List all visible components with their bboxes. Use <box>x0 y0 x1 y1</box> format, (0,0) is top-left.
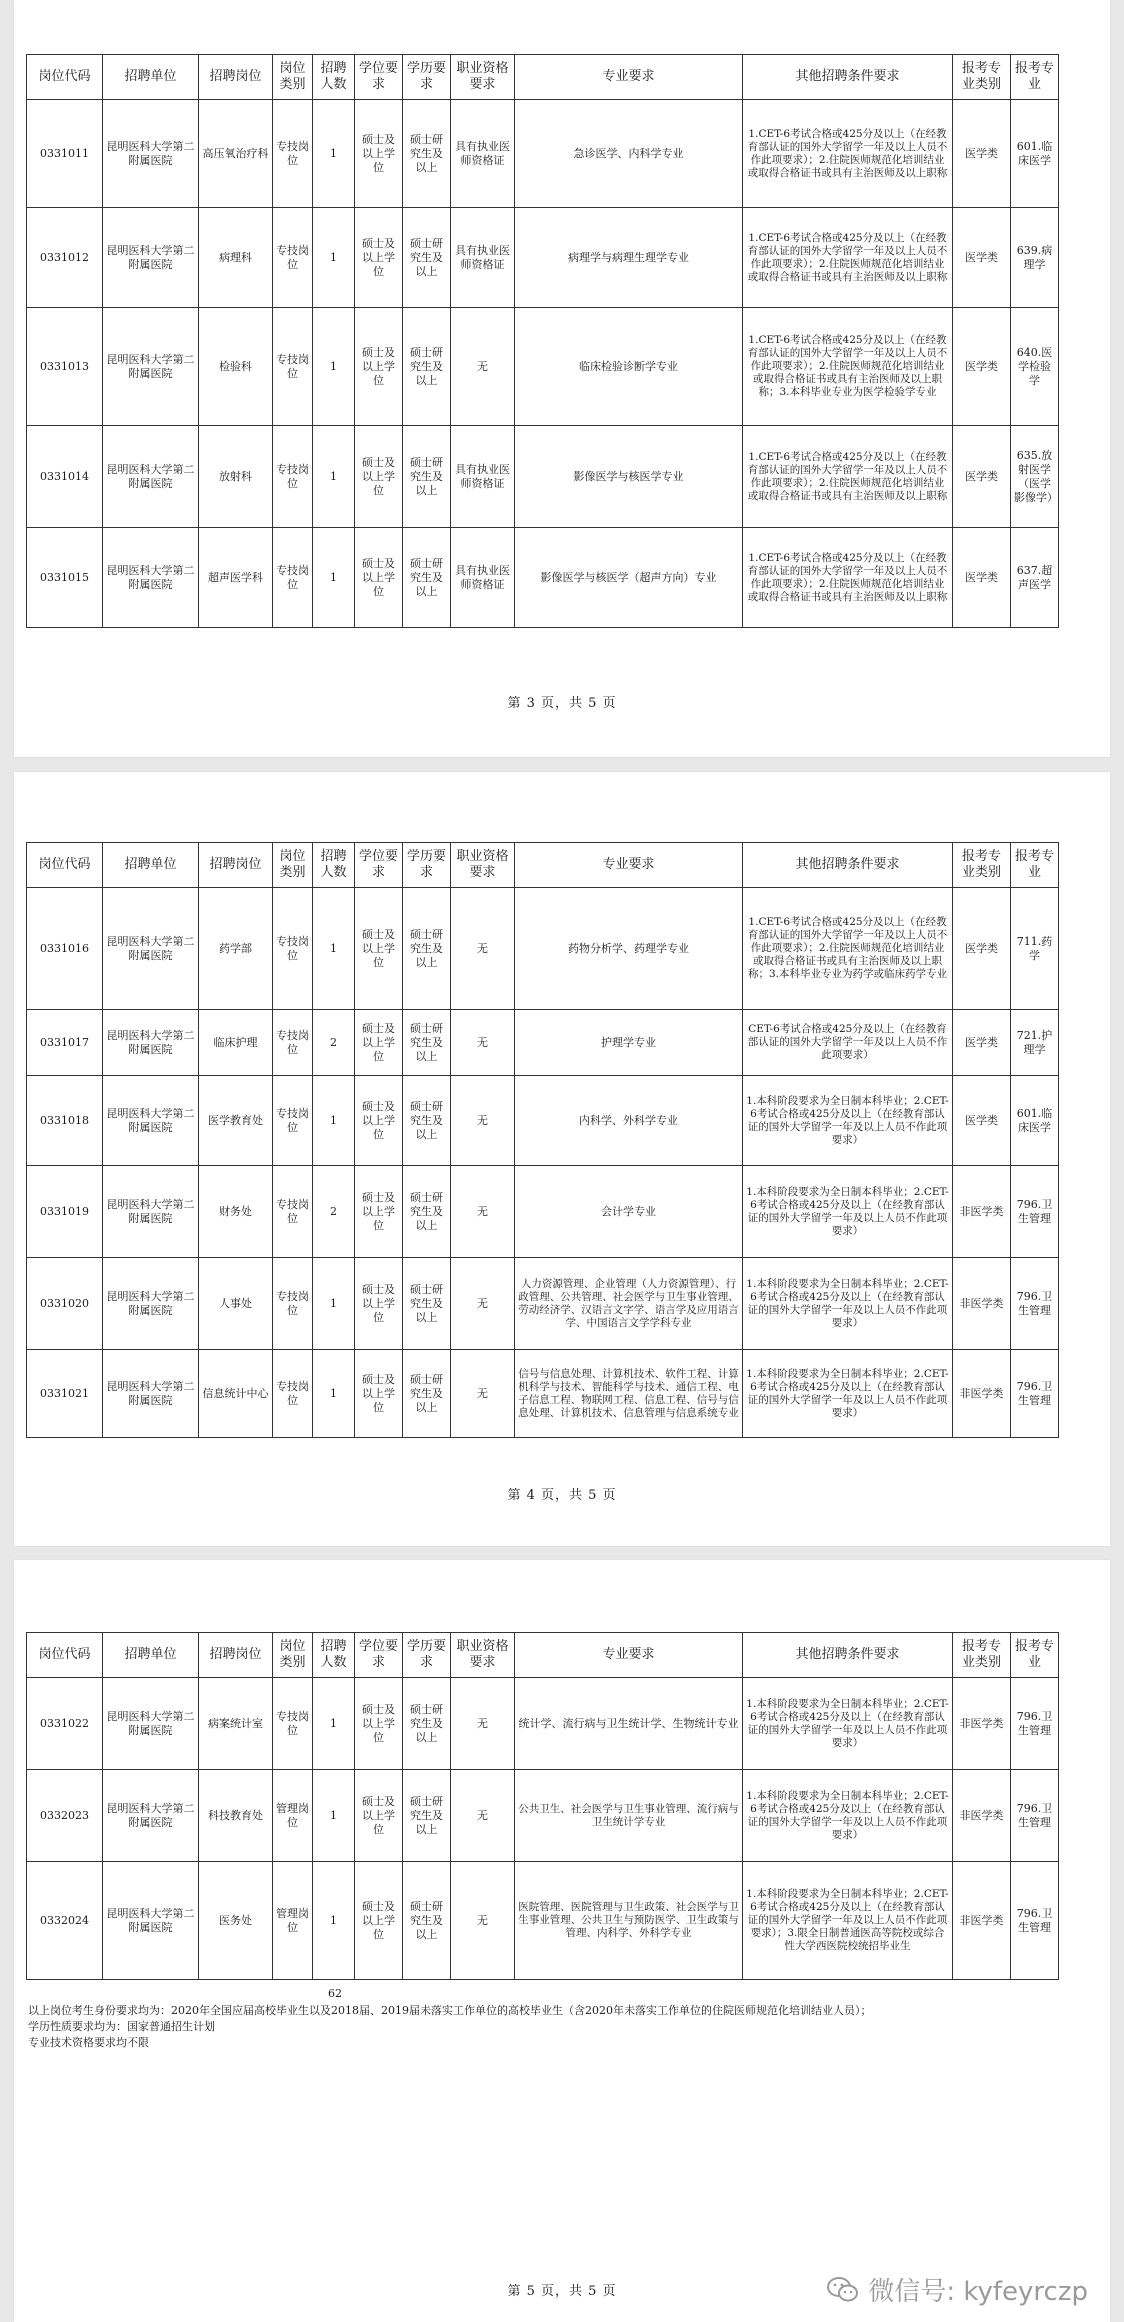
cell-post: 科技教育处 <box>199 1770 273 1862</box>
cell-qualification: 无 <box>451 308 515 426</box>
cell-post: 临床护理 <box>199 1010 273 1076</box>
cell-category: 专技岗位 <box>273 308 313 426</box>
cell-code: 0331017 <box>27 1010 103 1076</box>
header-education: 学历要求 <box>403 843 451 888</box>
header-category: 岗位类别 <box>273 1633 313 1678</box>
note-line: 专业技术资格要求均不限 <box>28 2036 149 2049</box>
cell-qualification: 无 <box>451 1166 515 1258</box>
cell-unit: 昆明医科大学第二附属医院 <box>103 528 199 628</box>
cell-category: 专技岗位 <box>273 1350 313 1438</box>
cell-degree: 硕士及以上学位 <box>355 1770 403 1862</box>
cell-degree: 硕士及以上学位 <box>355 1678 403 1770</box>
cell-code: 0331020 <box>27 1258 103 1350</box>
cell-degree: 硕士及以上学位 <box>355 308 403 426</box>
cell-major: 影像医学与核医学专业 <box>515 426 743 528</box>
cell-exam-major: 639.病理学 <box>1011 208 1059 308</box>
cell-post: 医务处 <box>199 1862 273 1980</box>
cell-other: CET-6考试合格或425分及以上（在经教育部认证的国外大学留学一年及以上人员不作此项要求） <box>743 1010 953 1076</box>
cell-unit: 昆明医科大学第二附属医院 <box>103 426 199 528</box>
recruitment-table-page-4 <box>26 842 1059 1438</box>
cell-major: 人力资源管理、企业管理（人力资源管理）、行政管理、公共管理、社会医学与卫生事业管理、劳动经济学、汉语言文字学、语言学及应用语言学、中国语言文学学科专业 <box>515 1258 743 1350</box>
header-degree: 学位要求 <box>355 55 403 100</box>
cell-post: 病案统计室 <box>199 1678 273 1770</box>
cell-degree: 硕士及以上学位 <box>355 1862 403 1980</box>
cell-post: 药学部 <box>199 888 273 1010</box>
cell-code: 0331022 <box>27 1678 103 1770</box>
header-exam-category: 报考专业类别 <box>953 55 1011 100</box>
cell-exam-major: 721.护理学 <box>1011 1010 1059 1076</box>
cell-education: 硕士研究生及以上 <box>403 1862 451 1980</box>
cell-unit: 昆明医科大学第二附属医院 <box>103 1770 199 1862</box>
cell-post: 信息统计中心 <box>199 1350 273 1438</box>
page-footer: 第 3 页，共 5 页 <box>507 696 617 711</box>
watermark-text: 微信号: kyfeyrczp <box>868 2277 1088 2307</box>
cell-other: 1.本科阶段要求为全日制本科毕业；2.CET-6考试合格或425分及以上（在经教育部认证的国外大学留学一年及以上人员不作此项要求） <box>743 1350 953 1438</box>
cell-degree: 硕士及以上学位 <box>355 1350 403 1438</box>
wechat-icon <box>826 2276 860 2304</box>
cell-qualification: 无 <box>451 1862 515 1980</box>
cell-exam-major: 601.临床医学 <box>1011 100 1059 208</box>
cell-category: 管理岗位 <box>273 1862 313 1980</box>
cell-education: 硕士研究生及以上 <box>403 528 451 628</box>
cell-count: 1 <box>313 888 355 1010</box>
cell-exam-category: 医学类 <box>953 888 1011 1010</box>
cell-exam-major: 796.卫生管理 <box>1011 1350 1059 1438</box>
cell-qualification: 无 <box>451 1076 515 1166</box>
header-other: 其他招聘条件要求 <box>743 843 953 888</box>
cell-code: 0331018 <box>27 1076 103 1166</box>
cell-post: 病理科 <box>199 208 273 308</box>
cell-count: 1 <box>313 100 355 208</box>
cell-education: 硕士研究生及以上 <box>403 1258 451 1350</box>
table-row <box>27 1076 1059 1166</box>
cell-unit: 昆明医科大学第二附属医院 <box>103 208 199 308</box>
header-unit: 招聘单位 <box>103 1633 199 1678</box>
header-code: 岗位代码 <box>27 1633 103 1678</box>
document-page-3 <box>14 0 1110 757</box>
cell-other: 1.CET-6考试合格或425分及以上（在经教育部认证的国外大学留学一年及以上人员不作此项要求）；2.住院医师规范化培训结业或取得合格证书或具有主治医师及以上职称 <box>743 100 953 208</box>
cell-degree: 硕士及以上学位 <box>355 426 403 528</box>
cell-category: 专技岗位 <box>273 888 313 1010</box>
table-row <box>27 528 1059 628</box>
cell-count: 1 <box>313 426 355 528</box>
cell-other: 1.CET-6考试合格或425分及以上（在经教育部认证的国外大学留学一年及以上人员不作此项要求）；2.住院医师规范化培训结业或取得合格证书或具有主治医师及以上职称 <box>743 208 953 308</box>
cell-education: 硕士研究生及以上 <box>403 1166 451 1258</box>
cell-qualification: 具有执业医师资格证 <box>451 426 515 528</box>
notes-block <box>28 2003 1078 2051</box>
cell-category: 管理岗位 <box>273 1770 313 1862</box>
cell-major: 内科学、外科学专业 <box>515 1076 743 1166</box>
cell-other: 1.本科阶段要求为全日制本科毕业；2.CET-6考试合格或425分及以上（在经教育部认证的国外大学留学一年及以上人员不作此项要求）；3.限全日制普通医高等院校或综合性大学西医院校统招毕业生 <box>743 1862 953 1980</box>
header-count: 招聘人数 <box>313 55 355 100</box>
cell-category: 专技岗位 <box>273 1166 313 1258</box>
cell-major: 药物分析学、药理学专业 <box>515 888 743 1010</box>
cell-qualification: 无 <box>451 1770 515 1862</box>
cell-other: 1.本科阶段要求为全日制本科毕业；2.CET-6考试合格或425分及以上（在经教育部认证的国外大学留学一年及以上人员不作此项要求） <box>743 1770 953 1862</box>
cell-major: 影像医学与核医学（超声方向）专业 <box>515 528 743 628</box>
table-row <box>27 1166 1059 1258</box>
cell-degree: 硕士及以上学位 <box>355 1258 403 1350</box>
cell-exam-category: 医学类 <box>953 208 1011 308</box>
header-major: 专业要求 <box>515 1633 743 1678</box>
cell-exam-category: 医学类 <box>953 1010 1011 1076</box>
cell-qualification: 无 <box>451 1258 515 1350</box>
header-education: 学历要求 <box>403 55 451 100</box>
cell-category: 专技岗位 <box>273 100 313 208</box>
cell-education: 硕士研究生及以上 <box>403 100 451 208</box>
cell-count: 1 <box>313 1678 355 1770</box>
cell-other: 1.CET-6考试合格或425分及以上（在经教育部认证的国外大学留学一年及以上人员不作此项要求）；2.住院医师规范化培训结业或取得合格证书或具有主治医师及以上职称 <box>743 426 953 528</box>
cell-degree: 硕士及以上学位 <box>355 888 403 1010</box>
cell-education: 硕士研究生及以上 <box>403 1678 451 1770</box>
cell-count: 1 <box>313 528 355 628</box>
header-category: 岗位类别 <box>273 843 313 888</box>
cell-count: 2 <box>313 1166 355 1258</box>
cell-qualification: 具有执业医师资格证 <box>451 528 515 628</box>
cell-other: 1.本科阶段要求为全日制本科毕业；2.CET-6考试合格或425分及以上（在经教育部认证的国外大学留学一年及以上人员不作此项要求） <box>743 1166 953 1258</box>
cell-major: 会计学专业 <box>515 1166 743 1258</box>
cell-post: 财务处 <box>199 1166 273 1258</box>
cell-exam-category: 非医学类 <box>953 1258 1011 1350</box>
cell-major: 公共卫生、社会医学与卫生事业管理、流行病与卫生统计学专业 <box>515 1770 743 1862</box>
header-exam-major: 报考专业 <box>1011 55 1059 100</box>
cell-exam-category: 医学类 <box>953 100 1011 208</box>
cell-unit: 昆明医科大学第二附属医院 <box>103 1010 199 1076</box>
header-exam-category: 报考专业类别 <box>953 843 1011 888</box>
cell-major: 信号与信息处理、计算机技术、软件工程、计算机科学与技术、智能科学与技术、通信工程、电子信息工程、物联网工程、信息工程、信号与信息处理、计算机技术、信息管理与信息系统专业 <box>515 1350 743 1438</box>
document-page-4 <box>14 772 1110 1546</box>
cell-major: 统计学、流行病与卫生统计学、生物统计专业 <box>515 1678 743 1770</box>
table-row <box>27 1770 1059 1862</box>
cell-qualification: 具有执业医师资格证 <box>451 208 515 308</box>
cell-exam-category: 非医学类 <box>953 1350 1011 1438</box>
cell-exam-major: 601.临床医学 <box>1011 1076 1059 1166</box>
cell-exam-major: 635.放射医学（医学影像学） <box>1011 426 1059 528</box>
cell-major: 医院管理、医院管理与卫生政策、社会医学与卫生事业管理、公共卫生与预防医学、卫生政策与管理、内科学、外科学专业 <box>515 1862 743 1980</box>
cell-education: 硕士研究生及以上 <box>403 426 451 528</box>
cell-degree: 硕士及以上学位 <box>355 1010 403 1076</box>
stray-number: 62 <box>328 1987 342 2000</box>
cell-category: 专技岗位 <box>273 1258 313 1350</box>
cell-code: 0331012 <box>27 208 103 308</box>
table-row <box>27 100 1059 208</box>
cell-code: 0331019 <box>27 1166 103 1258</box>
table-row <box>27 1010 1059 1076</box>
cell-exam-major: 711.药学 <box>1011 888 1059 1010</box>
table-row <box>27 1258 1059 1350</box>
cell-major: 护理学专业 <box>515 1010 743 1076</box>
cell-code: 0332024 <box>27 1862 103 1980</box>
note-line: 学历性质要求均为：国家普通招生计划 <box>28 2020 215 2033</box>
cell-exam-category: 非医学类 <box>953 1166 1011 1258</box>
cell-unit: 昆明医科大学第二附属医院 <box>103 1678 199 1770</box>
table-row <box>27 1862 1059 1980</box>
cell-count: 1 <box>313 1770 355 1862</box>
cell-other: 1.本科阶段要求为全日制本科毕业；2.CET-6考试合格或425分及以上（在经教育部认证的国外大学留学一年及以上人员不作此项要求） <box>743 1076 953 1166</box>
cell-exam-major: 796.卫生管理 <box>1011 1258 1059 1350</box>
cell-code: 0331013 <box>27 308 103 426</box>
cell-unit: 昆明医科大学第二附属医院 <box>103 1258 199 1350</box>
header-unit: 招聘单位 <box>103 843 199 888</box>
cell-count: 1 <box>313 1258 355 1350</box>
cell-exam-category: 非医学类 <box>953 1770 1011 1862</box>
cell-education: 硕士研究生及以上 <box>403 1770 451 1862</box>
header-qualification: 职业资格要求 <box>451 843 515 888</box>
cell-exam-category: 医学类 <box>953 426 1011 528</box>
table-row <box>27 208 1059 308</box>
cell-exam-major: 796.卫生管理 <box>1011 1770 1059 1862</box>
cell-unit: 昆明医科大学第二附属医院 <box>103 1350 199 1438</box>
cell-unit: 昆明医科大学第二附属医院 <box>103 308 199 426</box>
cell-post: 高压氧治疗科 <box>199 100 273 208</box>
table-header-row <box>27 1633 1059 1678</box>
cell-education: 硕士研究生及以上 <box>403 888 451 1010</box>
table-row <box>27 888 1059 1010</box>
cell-exam-category: 非医学类 <box>953 1862 1011 1980</box>
page-footer: 第 4 页，共 5 页 <box>507 1488 617 1503</box>
cell-exam-major: 796.卫生管理 <box>1011 1678 1059 1770</box>
cell-exam-category: 非医学类 <box>953 1678 1011 1770</box>
cell-code: 0332023 <box>27 1770 103 1862</box>
recruitment-table-page-5 <box>26 1632 1059 1980</box>
header-count: 招聘人数 <box>313 1633 355 1678</box>
cell-count: 1 <box>313 308 355 426</box>
table-row <box>27 1678 1059 1770</box>
cell-post: 人事处 <box>199 1258 273 1350</box>
cell-exam-major: 637.超声医学 <box>1011 528 1059 628</box>
cell-exam-major: 640.医学检验学 <box>1011 308 1059 426</box>
header-major: 专业要求 <box>515 843 743 888</box>
cell-qualification: 无 <box>451 1678 515 1770</box>
header-exam-major: 报考专业 <box>1011 843 1059 888</box>
cell-degree: 硕士及以上学位 <box>355 1076 403 1166</box>
cell-major: 急诊医学、内科学专业 <box>515 100 743 208</box>
cell-category: 专技岗位 <box>273 208 313 308</box>
cell-exam-major: 796.卫生管理 <box>1011 1862 1059 1980</box>
cell-count: 1 <box>313 1076 355 1166</box>
header-other: 其他招聘条件要求 <box>743 1633 953 1678</box>
cell-other: 1.本科阶段要求为全日制本科毕业；2.CET-6考试合格或425分及以上（在经教育部认证的国外大学留学一年及以上人员不作此项要求） <box>743 1258 953 1350</box>
header-degree: 学位要求 <box>355 1633 403 1678</box>
cell-exam-category: 医学类 <box>953 528 1011 628</box>
cell-code: 0331021 <box>27 1350 103 1438</box>
cell-unit: 昆明医科大学第二附属医院 <box>103 100 199 208</box>
header-exam-category: 报考专业类别 <box>953 1633 1011 1678</box>
cell-count: 1 <box>313 208 355 308</box>
cell-category: 专技岗位 <box>273 426 313 528</box>
cell-unit: 昆明医科大学第二附属医院 <box>103 1862 199 1980</box>
cell-code: 0331016 <box>27 888 103 1010</box>
header-post: 招聘岗位 <box>199 55 273 100</box>
cell-qualification: 无 <box>451 1010 515 1076</box>
cell-qualification: 具有执业医师资格证 <box>451 100 515 208</box>
table-row <box>27 426 1059 528</box>
table-row <box>27 308 1059 426</box>
cell-education: 硕士研究生及以上 <box>403 208 451 308</box>
cell-count: 2 <box>313 1010 355 1076</box>
cell-category: 专技岗位 <box>273 1010 313 1076</box>
cell-education: 硕士研究生及以上 <box>403 1076 451 1166</box>
cell-degree: 硕士及以上学位 <box>355 208 403 308</box>
cell-degree: 硕士及以上学位 <box>355 100 403 208</box>
header-unit: 招聘单位 <box>103 55 199 100</box>
cell-other: 1.本科阶段要求为全日制本科毕业；2.CET-6考试合格或425分及以上（在经教育部认证的国外大学留学一年及以上人员不作此项要求） <box>743 1678 953 1770</box>
cell-education: 硕士研究生及以上 <box>403 1010 451 1076</box>
header-code: 岗位代码 <box>27 55 103 100</box>
cell-degree: 硕士及以上学位 <box>355 1166 403 1258</box>
cell-count: 1 <box>313 1350 355 1438</box>
table-header-row <box>27 55 1059 100</box>
header-category: 岗位类别 <box>273 55 313 100</box>
cell-code: 0331011 <box>27 100 103 208</box>
note-line: 以上岗位考生身份要求均为：2020年全国应届高校毕业生以及2018届、2019届未落实工作单位的高校毕业生（含2020年未落实工作单位的住院医师规范化培训结业人员）； <box>28 2004 872 2017</box>
header-count: 招聘人数 <box>313 843 355 888</box>
cell-other: 1.CET-6考试合格或425分及以上（在经教育部认证的国外大学留学一年及以上人员不作此项要求）；2.住院医师规范化培训结业或取得合格证书或具有主治医师及以上职称 <box>743 528 953 628</box>
header-degree: 学位要求 <box>355 843 403 888</box>
header-major: 专业要求 <box>515 55 743 100</box>
cell-other: 1.CET-6考试合格或425分及以上（在经教育部认证的国外大学留学一年及以上人员不作此项要求）；2.住院医师规范化培训结业或取得合格证书或具有主治医师及以上职称；3.本科毕业专业为药学或临床药学专业 <box>743 888 953 1010</box>
cell-post: 超声医学科 <box>199 528 273 628</box>
header-code: 岗位代码 <box>27 843 103 888</box>
cell-code: 0331014 <box>27 426 103 528</box>
cell-unit: 昆明医科大学第二附属医院 <box>103 1166 199 1258</box>
cell-exam-category: 医学类 <box>953 1076 1011 1166</box>
table-row <box>27 1350 1059 1438</box>
watermark <box>826 2271 1088 2308</box>
header-qualification: 职业资格要求 <box>451 55 515 100</box>
cell-post: 放射科 <box>199 426 273 528</box>
table-header-row <box>27 843 1059 888</box>
cell-count: 1 <box>313 1862 355 1980</box>
header-education: 学历要求 <box>403 1633 451 1678</box>
cell-exam-category: 医学类 <box>953 308 1011 426</box>
cell-unit: 昆明医科大学第二附属医院 <box>103 888 199 1010</box>
header-post: 招聘岗位 <box>199 1633 273 1678</box>
cell-qualification: 无 <box>451 888 515 1010</box>
cell-degree: 硕士及以上学位 <box>355 528 403 628</box>
cell-education: 硕士研究生及以上 <box>403 1350 451 1438</box>
document-page-5 <box>14 1560 1110 2322</box>
cell-exam-major: 796.卫生管理 <box>1011 1166 1059 1258</box>
cell-qualification: 无 <box>451 1350 515 1438</box>
header-qualification: 职业资格要求 <box>451 1633 515 1678</box>
header-exam-major: 报考专业 <box>1011 1633 1059 1678</box>
cell-category: 专技岗位 <box>273 1076 313 1166</box>
cell-post: 检验科 <box>199 308 273 426</box>
cell-major: 病理学与病理生理学专业 <box>515 208 743 308</box>
cell-unit: 昆明医科大学第二附属医院 <box>103 1076 199 1166</box>
cell-major: 临床检验诊断学专业 <box>515 308 743 426</box>
cell-code: 0331015 <box>27 528 103 628</box>
header-other: 其他招聘条件要求 <box>743 55 953 100</box>
cell-other: 1.CET-6考试合格或425分及以上（在经教育部认证的国外大学留学一年及以上人员不作此项要求）；2.住院医师规范化培训结业或取得合格证书或具有主治医师及以上职称；3.本科毕业专业为医学检验学专业 <box>743 308 953 426</box>
recruitment-table-page-3 <box>26 54 1059 628</box>
page-footer: 第 5 页，共 5 页 <box>507 2284 617 2299</box>
cell-category: 专技岗位 <box>273 528 313 628</box>
cell-post: 医学教育处 <box>199 1076 273 1166</box>
header-post: 招聘岗位 <box>199 843 273 888</box>
cell-education: 硕士研究生及以上 <box>403 308 451 426</box>
cell-category: 专技岗位 <box>273 1678 313 1770</box>
